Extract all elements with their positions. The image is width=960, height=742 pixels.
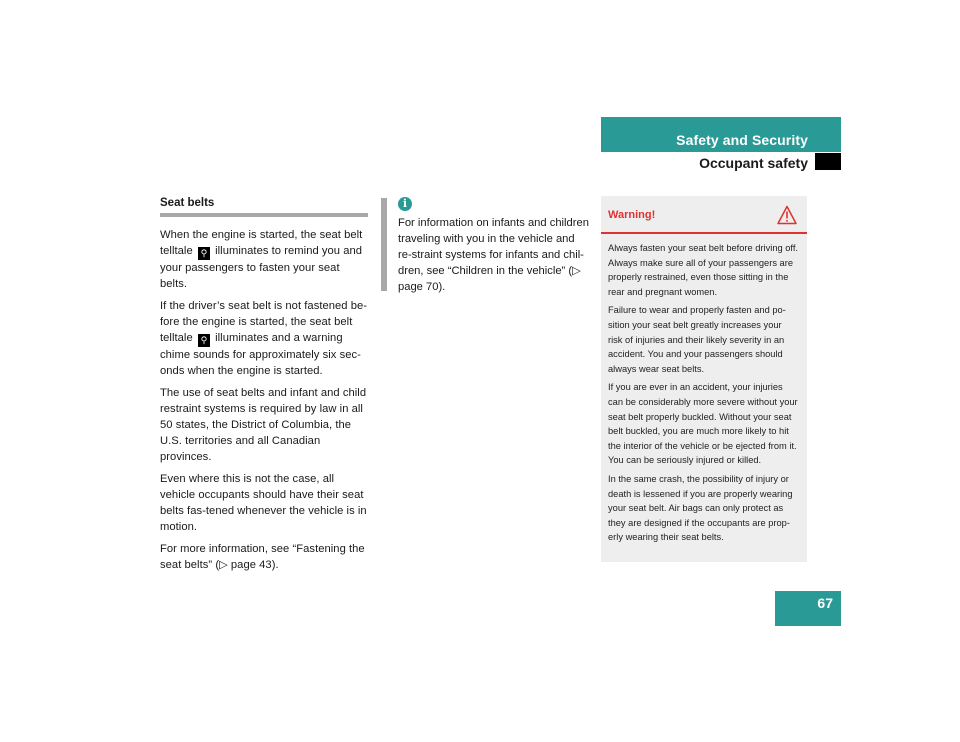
seat-belt-telltale-icon: ⚲ (198, 334, 210, 347)
info-side-bar (381, 198, 387, 291)
paragraph-3: The use of seat belts and infant and child restraint systems is required by law in all 50 states, the District of Columbia, the U.S. territories and all Canadian provinces. (160, 387, 367, 463)
paragraph-2 (160, 298, 368, 379)
warning-triangle-icon (777, 205, 797, 225)
warning-title: Warning! (608, 209, 656, 221)
seat-belts-heading: Seat belts (160, 197, 215, 209)
paragraph-2-part-b: illuminates and a warning chime sounds for approximately six sec-onds when the engine is started. (160, 332, 361, 377)
warning-header (601, 196, 807, 234)
header-marker (815, 153, 841, 170)
seat-belt-telltale-icon: ⚲ (198, 247, 210, 260)
page-number: 67 (817, 595, 833, 611)
paragraph-1 (160, 227, 368, 292)
paragraph-1-part-a: When the engine is started, the seat belt telltale (160, 229, 363, 257)
info-text: For information on infants and children traveling with you in the vehicle and re-straint systems for infants and chil-dren, see “Children in the vehicle” (▷ page 70). (398, 217, 589, 293)
paragraph-4: Even where this is not the case, all vehicle occupants should have their seat belts fas-tened whenever the vehicle is in motion. (160, 473, 367, 533)
paragraph-2-part-a: If the driver’s seat belt is not fastened be-fore the engine is started, the seat belt telltale (160, 300, 368, 344)
paragraph-1-part-b: illuminates to remind you and your passengers to fasten your seat belts. (160, 245, 363, 290)
section-title: Safety and Security (676, 132, 808, 148)
warning-paragraph: If you are ever in an accident, your injuries can be considerably more severe without your seat belt properly buckled. Without your seat belt buckled, you are much more likely to hit the interior of the vehicle or be ejected from it. You can be seriously injured or killed. (608, 382, 798, 466)
warning-body (601, 234, 807, 545)
info-column (398, 197, 590, 295)
page-number-box (775, 591, 841, 626)
seat-belts-column (160, 197, 368, 579)
warning-paragraph: In the same crash, the possibility of injury or death is lessened if you are properly wearing your seat belt. Air bags can only protect as they are designed if the occupants are prop-erly wearing their seat belts. (608, 473, 793, 543)
warning-box (601, 196, 807, 562)
heading-rule (160, 213, 368, 217)
warning-paragraph: Failure to wear and properly fasten and po-sition your seat belt greatly increases your risk of injuries and their likely severity in an accident. You and your passengers should always wear seat belts. (608, 305, 786, 374)
info-icon: i (398, 197, 412, 211)
warning-paragraph: Always fasten your seat belt before driving off. Always make sure all of your passengers are properly restrained, even those sitting in the rear and pregnant women. (608, 243, 799, 297)
subsection-title: Occupant safety (699, 155, 808, 171)
subsection-wrap (601, 0, 841, 180)
paragraph-5: For more information, see “Fastening the seat belts” (▷ page 43). (160, 543, 365, 571)
